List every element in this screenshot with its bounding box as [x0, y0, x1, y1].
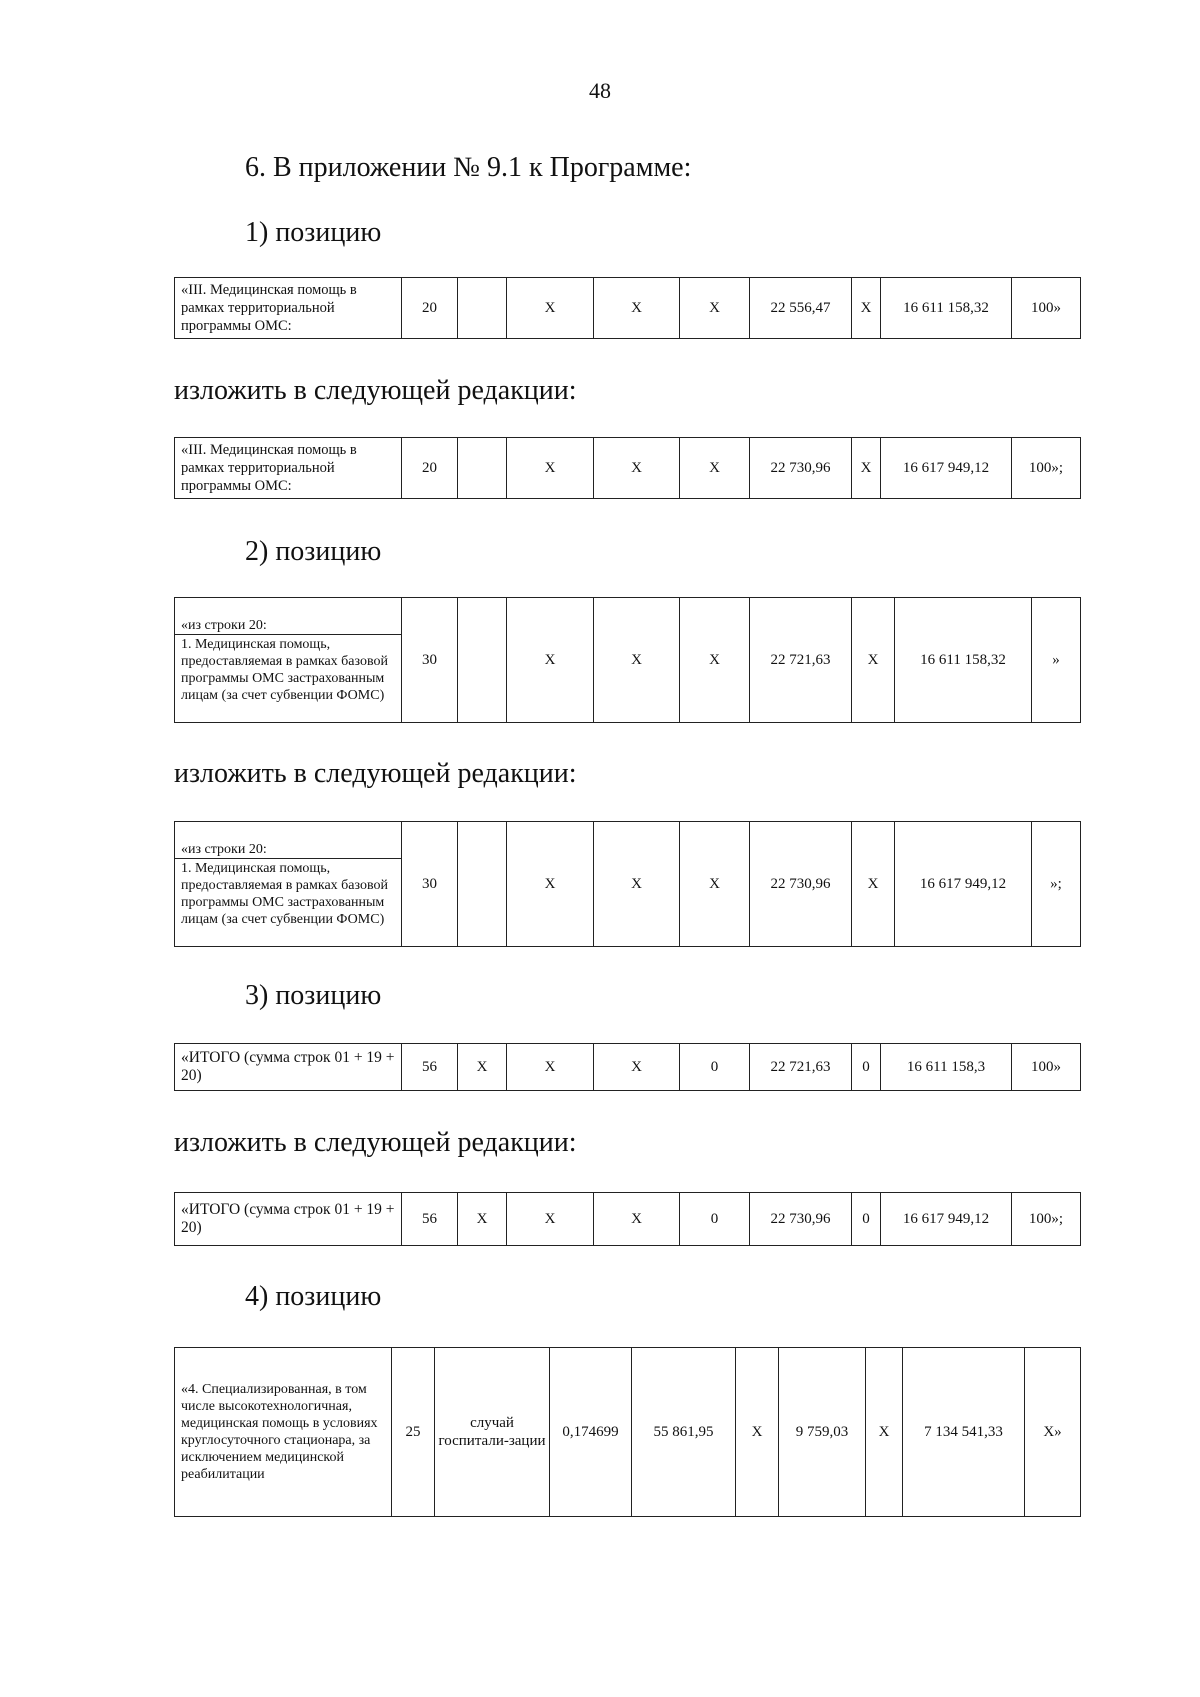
table-cell: 9 759,03	[779, 1348, 866, 1517]
table-cell: 100»	[1012, 1044, 1081, 1091]
section-2-title: 2) позицию	[245, 536, 382, 567]
table-row	[175, 822, 1081, 947]
table-cell: 16 617 949,12	[881, 1193, 1012, 1246]
table-cell: Х	[680, 822, 750, 947]
table-cell: Х	[594, 1044, 680, 1091]
table-cell: 100»	[1012, 278, 1081, 339]
table-cell: Х	[458, 1044, 507, 1091]
table-cell: 22 721,63	[750, 598, 852, 723]
section-4-old-table	[174, 1347, 1081, 1517]
row-label-top: «из строки 20:	[175, 617, 401, 635]
table-cell: 22 730,96	[750, 438, 852, 499]
table-cell: случай госпитали-зации	[435, 1348, 550, 1517]
table-cell: Х	[594, 438, 680, 499]
row-label: «III. Медицинская помощь в рамках территориальной программы ОМС:	[175, 438, 402, 499]
table-cell: 16 617 949,12	[895, 822, 1032, 947]
table-cell: Х	[507, 278, 594, 339]
row-label: «4. Специализированная, в том числе высокотехнологичная, медицинская помощь в условиях круглосуточного стационара, за исключением медицинской реабилитации	[175, 1348, 392, 1517]
row-label	[175, 598, 402, 723]
table-cell: 30	[402, 822, 458, 947]
table-cell: 55 861,95	[632, 1348, 736, 1517]
section-3-old-table	[174, 1043, 1081, 1091]
row-label: «III. Медицинская помощь в рамках территориальной программы ОМС:	[175, 278, 402, 339]
table-cell: Х	[852, 598, 895, 723]
table-cell: Х	[507, 822, 594, 947]
section-4-title: 4) позицию	[245, 1281, 382, 1312]
table-cell: 16 611 158,32	[895, 598, 1032, 723]
table-cell: 20	[402, 278, 458, 339]
table-cell: Х	[736, 1348, 779, 1517]
section-3-new-table	[174, 1192, 1081, 1246]
table-row	[175, 1348, 1081, 1517]
table-cell: »	[1032, 598, 1081, 723]
table-cell: 22 721,63	[750, 1044, 852, 1091]
table-cell: Х	[680, 438, 750, 499]
table-cell: 16 611 158,3	[881, 1044, 1012, 1091]
table-row	[175, 1044, 1081, 1091]
table-cell: 56	[402, 1193, 458, 1246]
table-cell: 30	[402, 598, 458, 723]
table-cell: Х	[594, 278, 680, 339]
table-cell	[458, 438, 507, 499]
table-cell: 0	[852, 1044, 881, 1091]
row-label-main: 1. Медицинская помощь, предоставляемая в рамках базовой программы ОМС застрахованным лицам (за счет субвенции ФОМС)	[181, 636, 388, 703]
redaction-phrase: изложить в следующей редакции:	[174, 758, 577, 789]
section-1-new-table	[174, 437, 1081, 499]
table-cell: 0	[680, 1044, 750, 1091]
table-cell: 16 617 949,12	[881, 438, 1012, 499]
table-cell: Х»	[1025, 1348, 1081, 1517]
table-row	[175, 598, 1081, 723]
table-row	[175, 278, 1081, 339]
table-cell: Х	[852, 822, 895, 947]
table-cell: 25	[392, 1348, 435, 1517]
row-label	[175, 822, 402, 947]
table-cell: 100»;	[1012, 1193, 1081, 1246]
table-cell: Х	[680, 278, 750, 339]
row-label: «ИТОГО (сумма строк 01 + 19 + 20)	[175, 1044, 402, 1091]
table-cell: Х	[866, 1348, 903, 1517]
table-cell	[458, 598, 507, 723]
table-cell: »;	[1032, 822, 1081, 947]
table-cell: 22 556,47	[750, 278, 852, 339]
table-cell: Х	[594, 1193, 680, 1246]
table-cell: 20	[402, 438, 458, 499]
table-cell: 100»;	[1012, 438, 1081, 499]
section-2-new-table	[174, 821, 1081, 947]
table-cell: Х	[852, 278, 881, 339]
row-label-top: «из строки 20:	[175, 841, 401, 859]
table-cell: Х	[507, 1044, 594, 1091]
table-cell: Х	[507, 1193, 594, 1246]
section-heading: 6. В приложении № 9.1 к Программе:	[245, 152, 692, 183]
table-cell: 0	[852, 1193, 881, 1246]
section-2-old-table	[174, 597, 1081, 723]
redaction-phrase: изложить в следующей редакции:	[174, 375, 577, 406]
section-3-title: 3) позицию	[245, 980, 382, 1011]
table-cell: Х	[507, 598, 594, 723]
table-cell: Х	[458, 1193, 507, 1246]
table-row	[175, 1193, 1081, 1246]
table-cell: 7 134 541,33	[903, 1348, 1025, 1517]
table-cell: Х	[852, 438, 881, 499]
table-cell: 22 730,96	[750, 1193, 852, 1246]
section-1-old-table	[174, 277, 1081, 339]
section-1-title: 1) позицию	[245, 217, 382, 248]
table-cell	[458, 278, 507, 339]
table-cell	[458, 822, 507, 947]
table-row	[175, 438, 1081, 499]
table-cell: 16 611 158,32	[881, 278, 1012, 339]
table-cell: 0	[680, 1193, 750, 1246]
row-label-main: 1. Медицинская помощь, предоставляемая в рамках базовой программы ОМС застрахованным лицам (за счет субвенции ФОМС)	[181, 860, 388, 927]
table-cell: 22 730,96	[750, 822, 852, 947]
page-number: 48	[589, 78, 611, 103]
row-label: «ИТОГО (сумма строк 01 + 19 + 20)	[175, 1193, 402, 1246]
table-cell: Х	[507, 438, 594, 499]
table-cell: Х	[594, 598, 680, 723]
redaction-phrase: изложить в следующей редакции:	[174, 1127, 577, 1158]
table-cell: Х	[680, 598, 750, 723]
table-cell: Х	[594, 822, 680, 947]
table-cell: 56	[402, 1044, 458, 1091]
table-cell: 0,174699	[550, 1348, 632, 1517]
